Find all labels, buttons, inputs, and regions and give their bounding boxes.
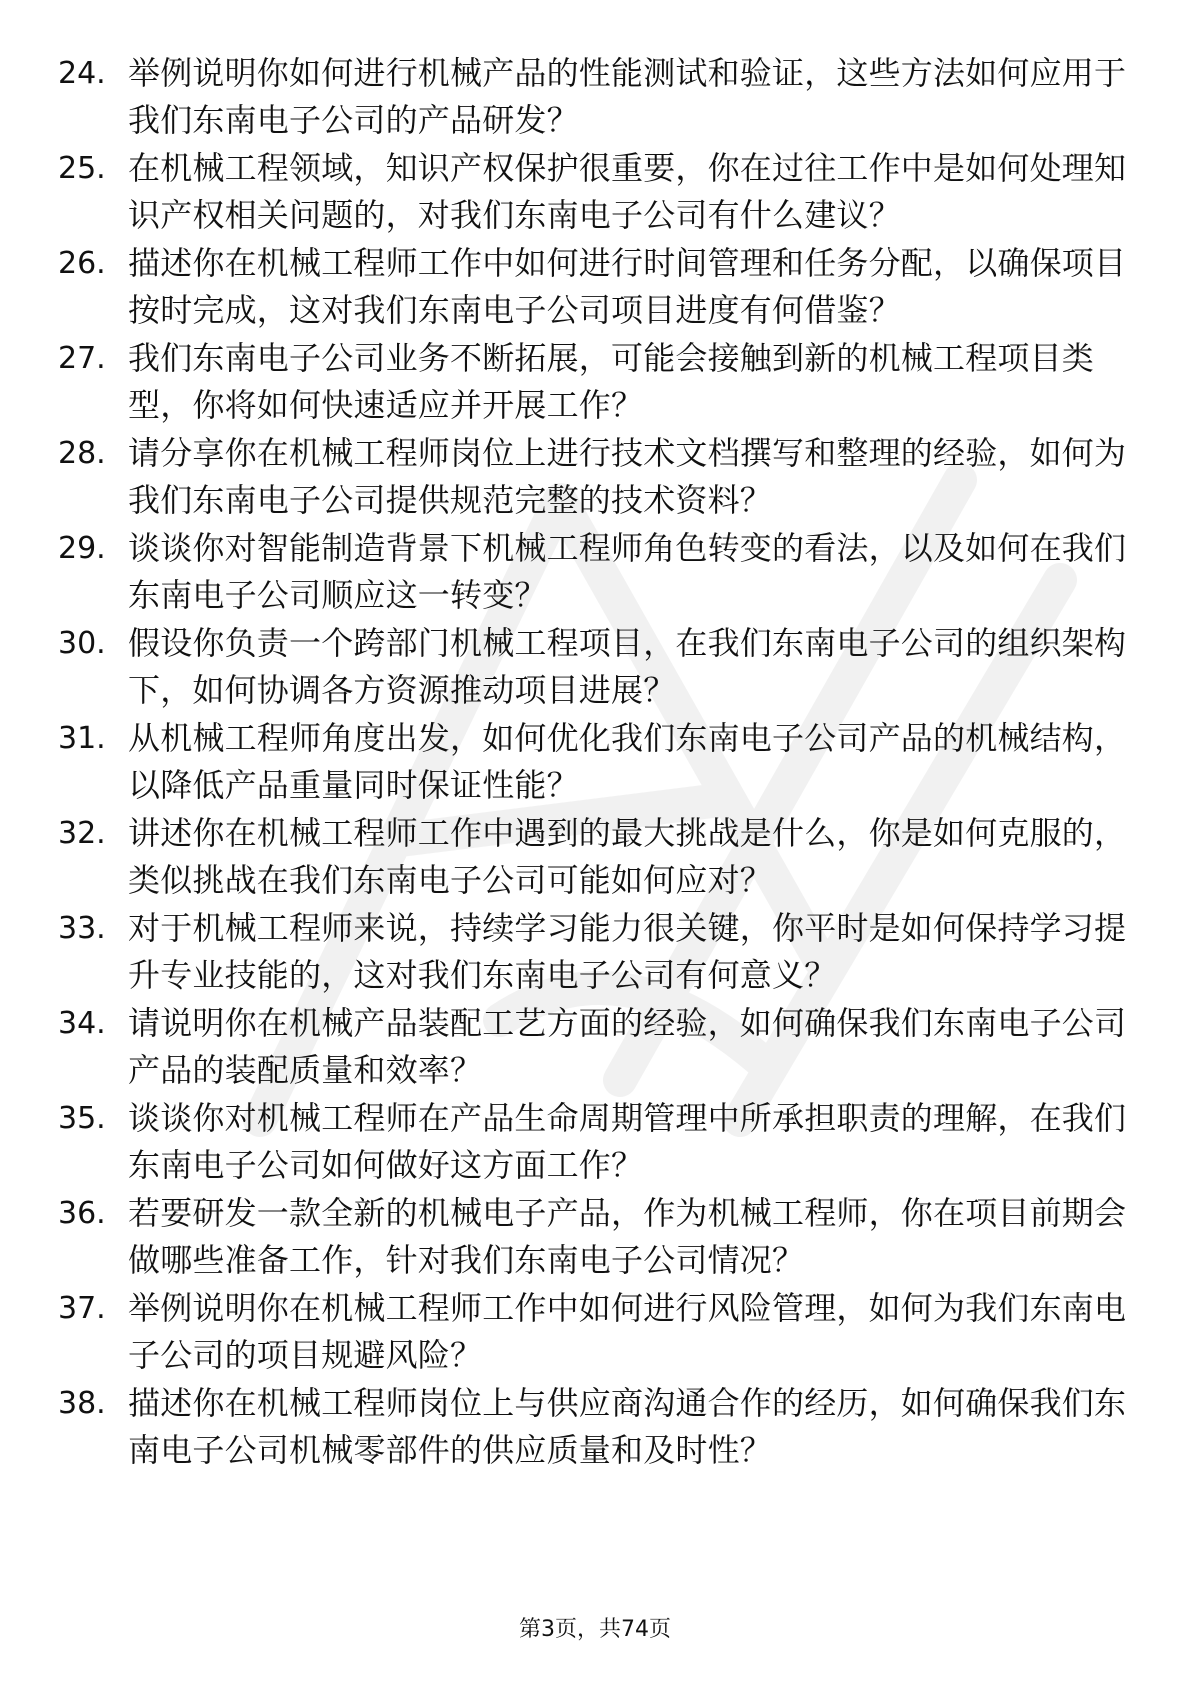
question-number: 37. <box>58 1291 106 1326</box>
question-item <box>0 240 1190 335</box>
question-number: 30. <box>58 626 106 661</box>
question-number: 34. <box>58 1006 106 1041</box>
question-number: 38. <box>58 1386 106 1421</box>
question-number: 29. <box>58 531 106 566</box>
question-item <box>0 430 1190 525</box>
question-text: 对于机械工程师来说，持续学习能力很关键，你平时是如何保持学习提升专业技能的，这对我们东南电子公司有何意义？ <box>128 909 1127 994</box>
question-item <box>0 50 1190 145</box>
question-text: 我们东南电子公司业务不断拓展，可能会接触到新的机械工程项目类型，你将如何快速适应并开展工作？ <box>128 339 1095 424</box>
question-item <box>0 1190 1190 1285</box>
question-number: 25. <box>58 151 106 186</box>
question-number: 24. <box>58 56 106 91</box>
question-item <box>0 715 1190 810</box>
question-item <box>0 1380 1190 1475</box>
question-number: 35. <box>58 1101 106 1136</box>
question-number: 28. <box>58 436 106 471</box>
question-text: 举例说明你如何进行机械产品的性能测试和验证，这些方法如何应用于我们东南电子公司的产品研发？ <box>128 54 1127 139</box>
question-number: 36. <box>58 1196 106 1231</box>
question-item <box>0 905 1190 1000</box>
question-item <box>0 1285 1190 1380</box>
question-text: 谈谈你对智能制造背景下机械工程师角色转变的看法，以及如何在我们东南电子公司顺应这一转变？ <box>128 529 1127 614</box>
question-item <box>0 620 1190 715</box>
question-text: 描述你在机械工程师工作中如何进行时间管理和任务分配，以确保项目按时完成，这对我们东南电子公司项目进度有何借鉴？ <box>128 244 1127 329</box>
question-item <box>0 145 1190 240</box>
question-number: 32. <box>58 816 106 851</box>
question-item <box>0 810 1190 905</box>
question-text: 在机械工程领域，知识产权保护很重要，你在过往工作中是如何处理知识产权相关问题的，对我们东南电子公司有什么建议？ <box>128 149 1127 234</box>
question-text: 举例说明你在机械工程师工作中如何进行风险管理，如何为我们东南电子公司的项目规避风险？ <box>128 1289 1127 1374</box>
question-text: 从机械工程师角度出发，如何优化我们东南电子公司产品的机械结构，以降低产品重量同时保证性能？ <box>128 719 1127 804</box>
question-number: 27. <box>58 341 106 376</box>
question-number: 33. <box>58 911 106 946</box>
question-number: 26. <box>58 246 106 281</box>
question-text: 谈谈你对机械工程师在产品生命周期管理中所承担职责的理解，在我们东南电子公司如何做好这方面工作？ <box>128 1099 1127 1184</box>
question-text: 请说明你在机械产品装配工艺方面的经验，如何确保我们东南电子公司产品的装配质量和效率？ <box>128 1004 1127 1089</box>
page-footer: 第3页，共74页 <box>519 1617 671 1642</box>
question-item <box>0 335 1190 430</box>
question-item <box>0 1095 1190 1190</box>
question-text: 描述你在机械工程师岗位上与供应商沟通合作的经历，如何确保我们东南电子公司机械零部件的供应质量和及时性？ <box>128 1384 1127 1469</box>
question-text: 假设你负责一个跨部门机械工程项目，在我们东南电子公司的组织架构下，如何协调各方资源推动项目进展？ <box>128 624 1127 709</box>
question-item <box>0 525 1190 620</box>
question-text: 讲述你在机械工程师工作中遇到的最大挑战是什么，你是如何克服的，类似挑战在我们东南电子公司可能如何应对？ <box>128 814 1127 899</box>
question-list <box>0 50 1190 1475</box>
question-text: 若要研发一款全新的机械电子产品，作为机械工程师，你在项目前期会做哪些准备工作，针对我们东南电子公司情况？ <box>128 1194 1127 1279</box>
question-number: 31. <box>58 721 106 756</box>
question-item <box>0 1000 1190 1095</box>
question-text: 请分享你在机械工程师岗位上进行技术文档撰写和整理的经验，如何为我们东南电子公司提供规范完整的技术资料？ <box>128 434 1127 519</box>
